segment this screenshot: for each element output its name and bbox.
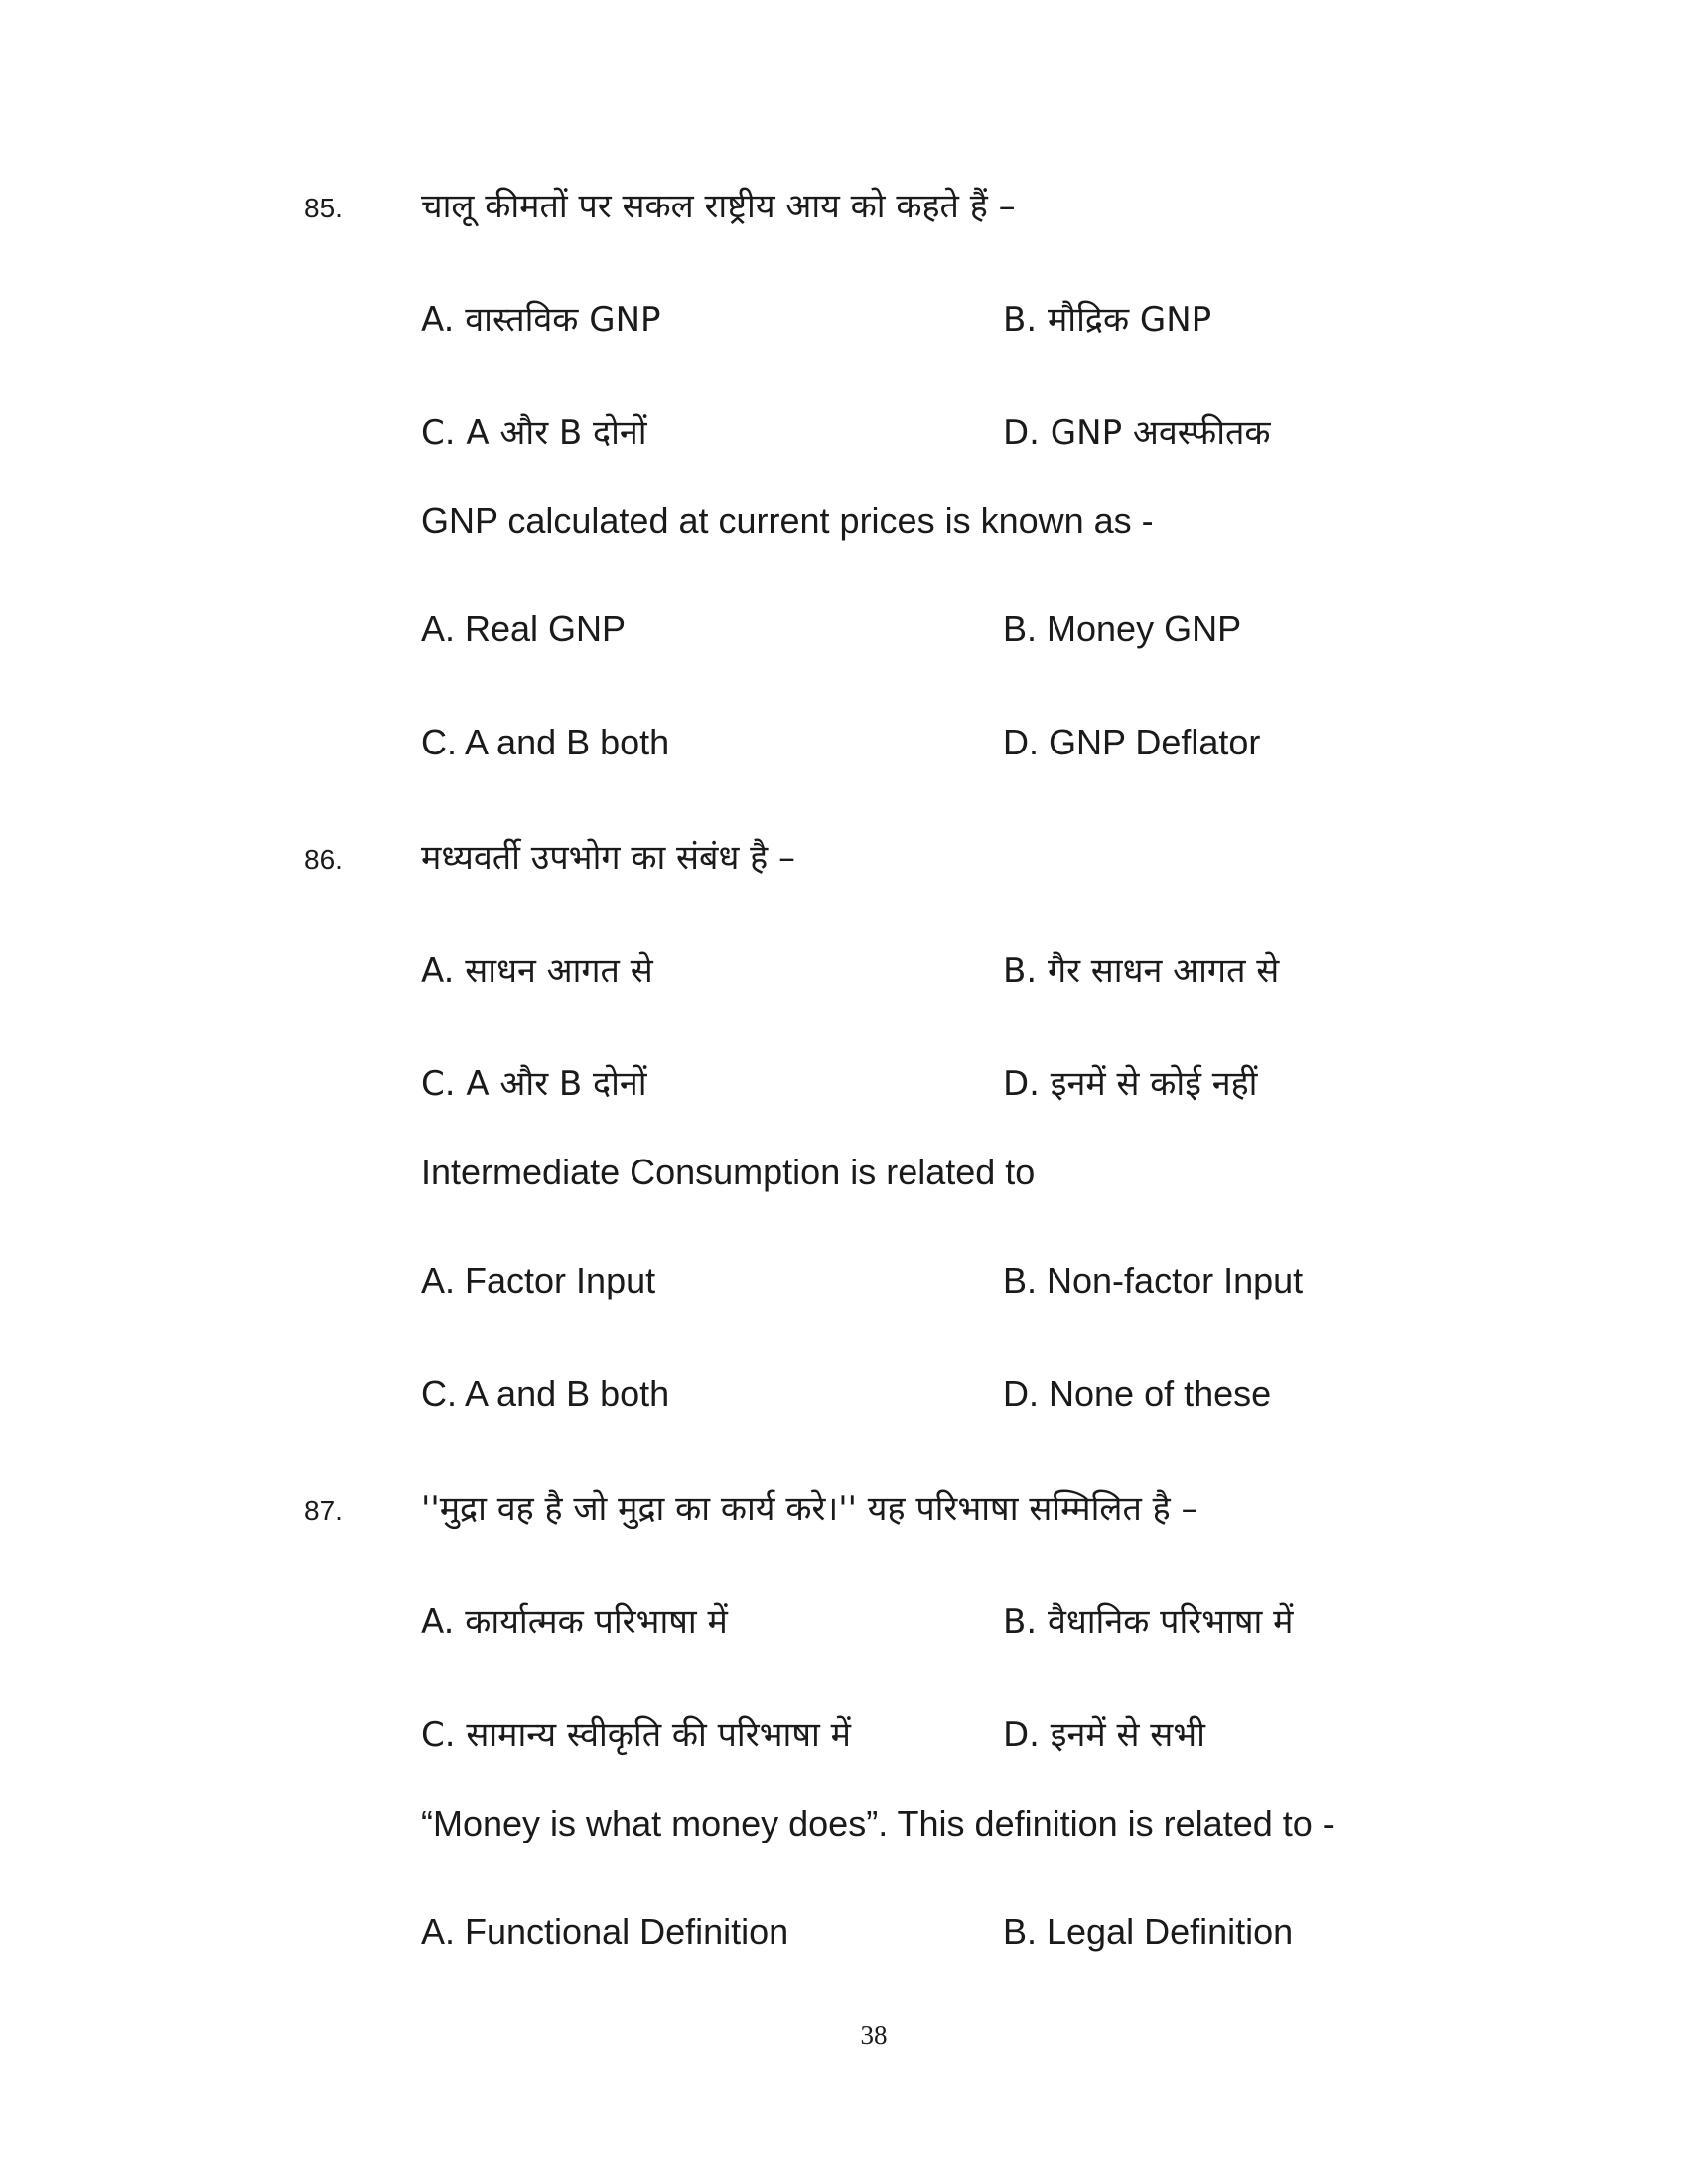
option-b-hindi: B. मौद्रिक GNP	[1003, 300, 1212, 340]
question-number: 86.	[304, 844, 343, 875]
option-c-english: C. A and B both	[421, 722, 670, 762]
option-c-hindi: C. सामान्य स्वीकृति की परिभाषा में	[421, 1715, 851, 1755]
question-stem-english: GNP calculated at current prices is known as -	[421, 500, 1154, 541]
option-a-hindi: A. साधन आगत से	[421, 951, 653, 991]
option-d-hindi: D. इनमें से सभी	[1003, 1715, 1205, 1755]
option-a-english: A. Real GNP	[421, 609, 627, 649]
question-number: 87.	[304, 1495, 343, 1526]
question-stem-english: “Money is what money does”. This definition is related to -	[421, 1803, 1335, 1843]
option-d-hindi: D. इनमें से कोई नहीं	[1003, 1064, 1258, 1104]
option-a-hindi: A. कार्यात्मक परिभाषा में	[421, 1602, 728, 1642]
option-d-english: D. None of these	[1003, 1373, 1272, 1414]
question-stem-hindi: ''मुद्रा वह है जो मुद्रा का कार्य करे।'' यह परिभाषा सम्मिलित है –	[421, 1489, 1198, 1529]
option-d-hindi: D. GNP अवस्फीतक	[1003, 413, 1271, 453]
option-d-english: D. GNP Deflator	[1003, 722, 1261, 762]
page-number: 38	[860, 2020, 888, 2050]
option-a-english: A. Factor Input	[421, 1260, 656, 1300]
question-number: 85.	[304, 193, 343, 223]
option-b-english: B. Money GNP	[1003, 609, 1242, 649]
option-c-english: C. A and B both	[421, 1373, 670, 1414]
question-stem-hindi: मध्यवर्ती उपभोग का संबंध है –	[421, 838, 796, 878]
option-c-hindi: C. A और B दोनों	[421, 413, 647, 453]
question-stem-hindi: चालू कीमतों पर सकल राष्ट्रीय आय को कहते हैं –	[421, 187, 1016, 226]
option-c-hindi: C. A और B दोनों	[421, 1064, 647, 1104]
option-b-hindi: B. गैर साधन आगत से	[1003, 951, 1280, 991]
option-a-hindi: A. वास्तविक GNP	[421, 300, 661, 340]
option-b-english: B. Legal Definition	[1003, 1911, 1294, 1952]
question-stem-english: Intermediate Consumption is related to	[421, 1152, 1036, 1192]
option-b-hindi: B. वैधानिक परिभाषा में	[1003, 1602, 1294, 1642]
option-a-english: A. Functional Definition	[421, 1911, 789, 1952]
option-b-english: B. Non-factor Input	[1003, 1260, 1304, 1300]
